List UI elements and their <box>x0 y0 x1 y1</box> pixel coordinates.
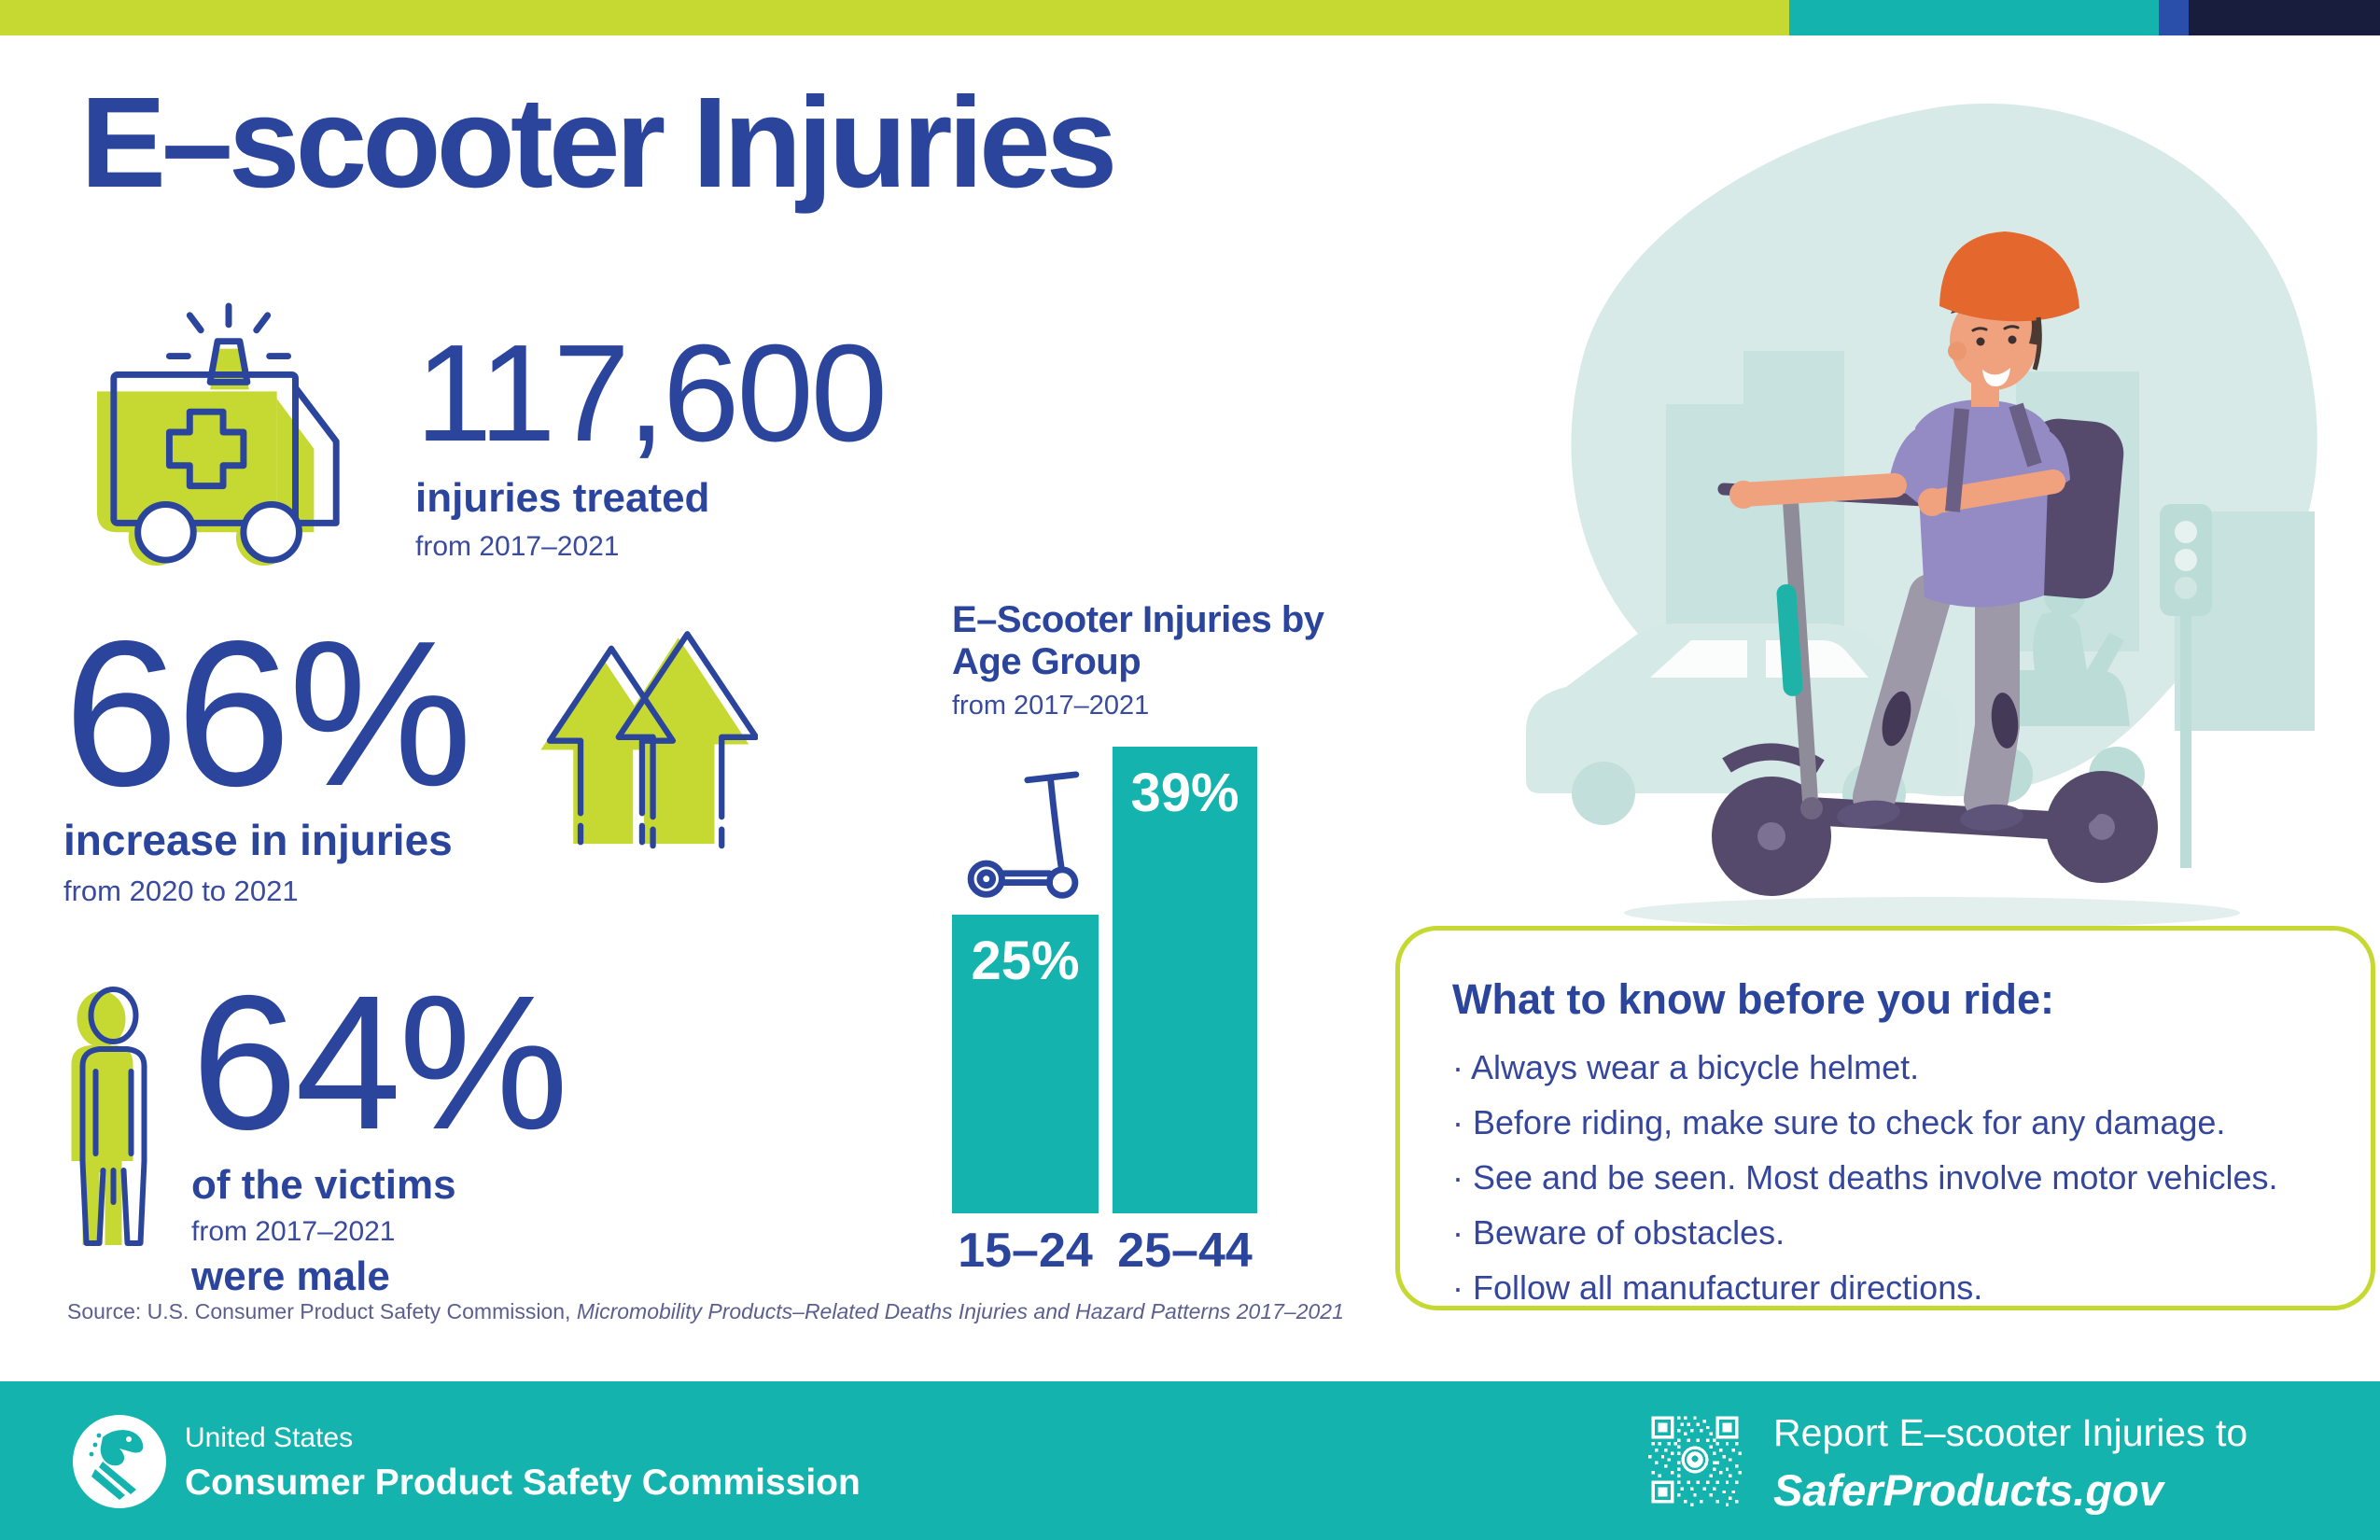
footer-report-line1: Report E–scooter Injuries to <box>1773 1411 2248 1454</box>
tip-item: · Before riding, make sure to check for any damage. <box>1452 1103 2226 1141</box>
stat-treated-period: from 2017–2021 <box>415 530 620 562</box>
footer-report-line2: SaferProducts.gov <box>1773 1465 2163 1515</box>
footer-report <box>1773 1411 2247 1516</box>
strip-segment-lime <box>0 0 1789 35</box>
stat-male-victims <box>191 956 567 1300</box>
tip-item: · Beware of obstacles. <box>1452 1213 1785 1252</box>
stat-male-label: of the victims <box>191 1161 456 1208</box>
stat-male-period: from 2017–2021 <box>191 1215 396 1247</box>
tip-item: · See and be seen. Most deaths involve motor vehicles. <box>1452 1158 2278 1197</box>
stat-treated-value: 117,600 <box>415 316 885 470</box>
strip-segment-blue <box>2159 0 2189 35</box>
up-arrows-icon <box>523 627 758 865</box>
chart-subtitle: from 2017–2021 <box>952 691 1150 721</box>
tip-item: · Follow all manufacturer directions. <box>1452 1268 1983 1307</box>
footer-band <box>0 1381 2380 1540</box>
footer-org-line2: Consumer Product Safety Commission <box>185 1463 861 1503</box>
ambulance-icon <box>80 299 377 569</box>
top-color-strip <box>0 0 2380 35</box>
escooter-rider-illustration <box>1493 73 2380 936</box>
person-icon <box>58 978 166 1251</box>
source-prefix: Source: U.S. Consumer Product Safety Commission, <box>67 1299 577 1323</box>
stat-injuries-treated <box>415 316 885 563</box>
safety-tips-box <box>1395 926 2375 1310</box>
tips-title: What to know before you ride: <box>1452 975 2055 1023</box>
page-title: E–scooter Injuries <box>80 71 1113 215</box>
tip-item: · Always wear a bicycle helmet. <box>1452 1048 1920 1086</box>
category-label-25-44: 25–44 <box>1117 1224 1253 1278</box>
qr-code-icon <box>1648 1413 1742 1506</box>
stat-increase-period: from 2020 to 2021 <box>63 874 299 907</box>
strip-segment-navy <box>2189 0 2380 35</box>
stat-increase <box>63 598 470 908</box>
tips-list <box>1452 1048 2343 1308</box>
chart-plot-area <box>952 747 1269 1213</box>
bar-15-24 <box>952 915 1099 1213</box>
bar-value-label: 25% <box>971 931 1080 991</box>
stat-male-label2: were male <box>191 1253 390 1299</box>
bar-25-44 <box>1113 747 1257 1213</box>
stat-treated-label: injuries treated <box>415 474 710 521</box>
category-label-15-24: 15–24 <box>958 1224 1093 1278</box>
bar-value-label: 39% <box>1130 763 1239 823</box>
footer-org-line1: United States <box>185 1422 354 1453</box>
chart-title: E–Scooter Injuries by Age Group <box>952 599 1324 683</box>
source-citation: Micromobility Products–Related Deaths Injuries and Hazard Patterns 2017–2021 <box>576 1299 1344 1323</box>
stat-male-value: 64% <box>191 956 567 1169</box>
cpsc-logo-icon <box>71 1413 168 1510</box>
scooter-icon <box>958 769 1088 911</box>
age-group-chart <box>952 599 1335 1278</box>
footer-org <box>185 1422 861 1504</box>
stat-increase-label: increase in injuries <box>63 815 453 864</box>
stat-increase-value: 66% <box>63 598 470 830</box>
strip-segment-teal <box>1789 0 2159 35</box>
source-line <box>67 1299 1344 1324</box>
